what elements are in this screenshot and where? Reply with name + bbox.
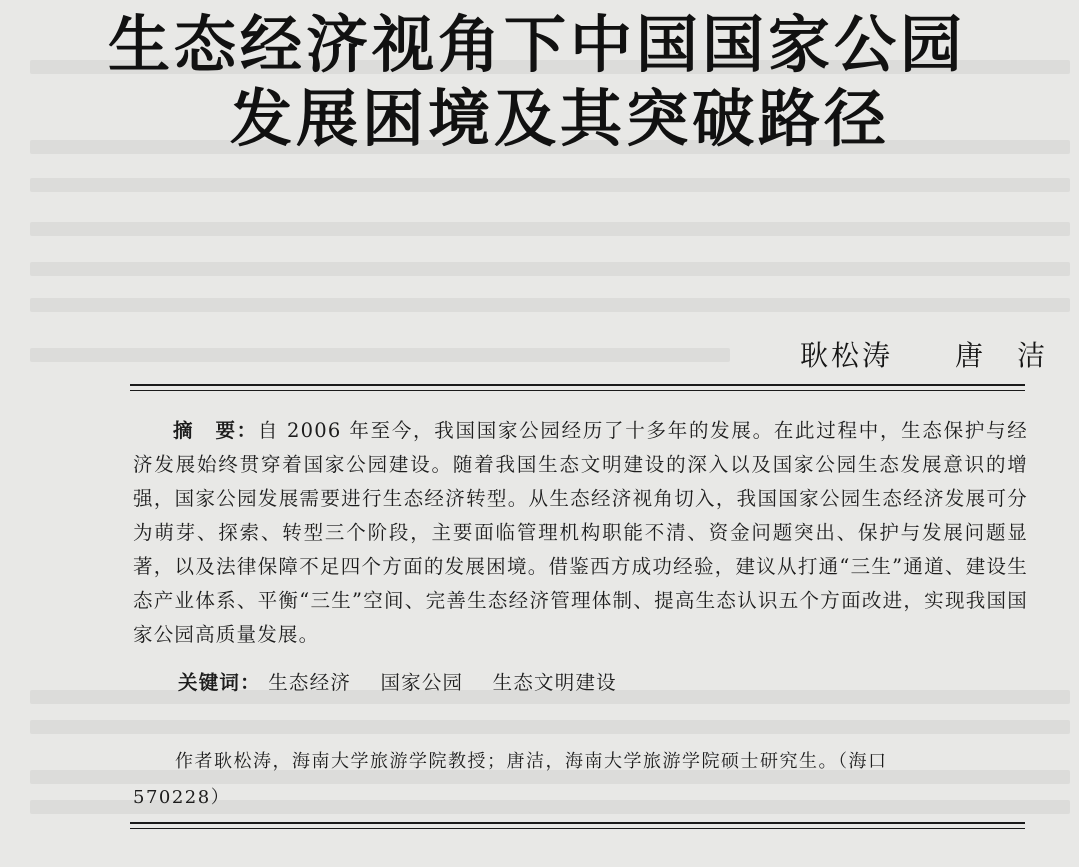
footnote-line-2: 570228） bbox=[133, 787, 231, 808]
bottom-double-rule bbox=[130, 822, 1025, 824]
abstract-label: 摘 要： bbox=[173, 419, 258, 442]
abstract-text: 自 2006 年至今，我国国家公园经历了十多年的发展。在此过程中，生态保护与经济发展始终贯穿着国家公园建设。随着我国生态文明建设的深入以及国家公园生态发展意识的增强，国家公园发展需要进行生态经济转型。从生态经济视角切入，我国国家公园生态经济发展可分为萌芽、探索、转型三个阶段，主要面临管理机构职能不清、资金问题突出、保护与发展问题显著，以及法律保障不足四个方面的发展困境。借鉴西方成功经验，建议从打通“三生”通道、建设生态产业体系、平衡“三生”空间、完善生态经济管理体制、提高生态认识五个方面改进，实现我国国家公园高质量发展。 bbox=[133, 419, 1028, 646]
keyword-item: 国家公园 bbox=[380, 671, 464, 694]
keywords-block bbox=[178, 667, 639, 695]
keywords-label: 关键词： bbox=[178, 671, 261, 694]
paper-title-line-1: 生态经济视角下中国国家公园 bbox=[108, 8, 967, 81]
paper-authors: 耿松涛 唐 洁 bbox=[800, 339, 1049, 372]
paper-title-line-2: 发展困境及其突破路径 bbox=[230, 82, 891, 155]
keyword-item: 生态文明建设 bbox=[492, 671, 617, 694]
top-double-rule bbox=[130, 384, 1025, 386]
author-footnote bbox=[133, 744, 1028, 816]
footnote-line-1: 作者耿松涛，海南大学旅游学院教授；唐洁，海南大学旅游学院硕士研究生。（海口 bbox=[175, 751, 888, 772]
bottom-double-rule-thin bbox=[130, 828, 1025, 829]
keyword-item: 生态经济 bbox=[268, 671, 352, 694]
top-double-rule-thin bbox=[130, 390, 1025, 391]
abstract-block bbox=[133, 414, 1028, 652]
